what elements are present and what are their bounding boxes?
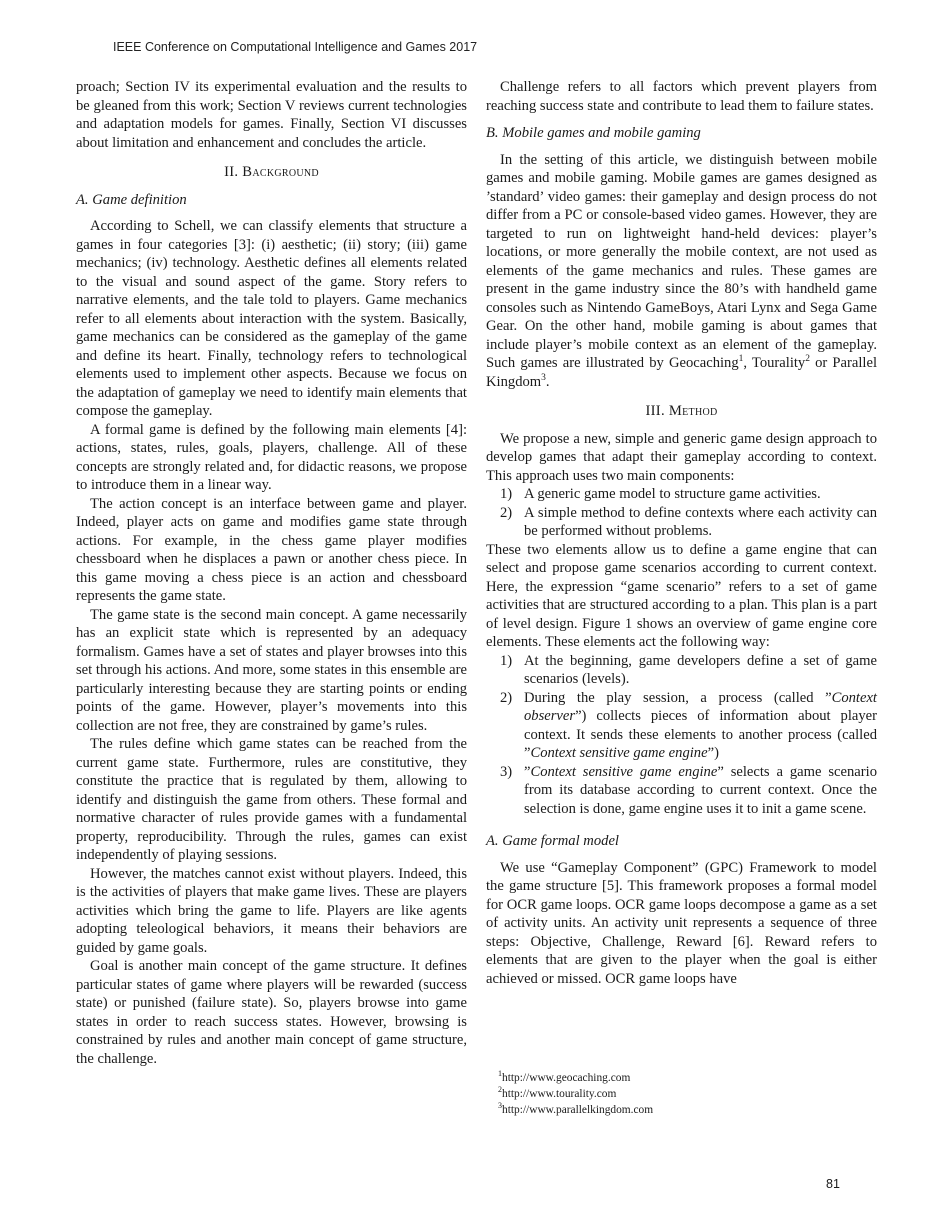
paragraph: The action concept is an interface between game and player. Indeed, player acts on game and modifies game state through actions. For example, in the chess game player modifies chessboard when he displaces a pawn or another chess piece. In this game moving a chess piece is an action and chessboard represents the game state. <box>76 495 467 604</box>
footnote <box>498 1070 653 1086</box>
section-numeral: II. <box>224 164 239 180</box>
section-title: Background <box>242 164 319 180</box>
list-text: At the beginning, game developers define a set of game scenarios (levels). <box>524 652 877 687</box>
text-run: ” selects a game scenario from its database according to current context. Once the selection is done, game engine uses it to init a game scene. <box>524 763 877 817</box>
footnote-link[interactable]: http://www.tourality.com <box>502 1088 617 1100</box>
running-header: IEEE Conference on Computational Intelligence and Games 2017 <box>113 40 478 54</box>
text-run: ”) collects pieces of information about player context. It sends these elements to another process (called ” <box>524 708 877 761</box>
list-text: A generic game model to structure game activities. <box>524 486 821 502</box>
footnote-mark[interactable]: 3 <box>541 372 546 383</box>
footnote-link[interactable]: http://www.parallelkingdom.com <box>502 1104 654 1116</box>
subsection-label: A. <box>76 191 89 208</box>
list-item <box>486 485 877 504</box>
list-number: 1) <box>500 486 513 502</box>
subsection-label: A. <box>486 833 499 849</box>
list-item <box>486 652 877 689</box>
list-number: 1) <box>500 652 513 669</box>
method-body: These two elements allow us to define a game engine that can select and propose game scenarios according to current context. Here, the expression “game scenario” refers to a set of game activities that are structured according to a plan. This plan is a part of level design. Figure 1 shows an overview of game engine core elements. These elements act the following way: <box>486 541 877 650</box>
section-heading-background <box>76 163 467 182</box>
text-run: ” <box>524 763 531 780</box>
subsection-title: Game definition <box>92 191 187 208</box>
subsection-heading-game-definition <box>76 191 467 210</box>
footnotes <box>498 1070 653 1118</box>
paragraph: The rules define which game states can be reached from the current game state. Furthermore, rules are constitutive, they constitute the practice that is regulated by them, allowing to identify and distinguish the game from others. These formal and normative character of rules provide games with a fundamental property, reproducibility. Through the rules, games can exist independently of playing sessions. <box>76 736 467 863</box>
paragraph: A formal game is defined by the following main elements [4]: actions, states, rules, goals, players, challenge. All of these concepts are strongly related and, for didactic reasons, we propose to introduce them in a linear way. <box>76 421 467 493</box>
term-italic: Context sensitive game engine <box>530 763 718 780</box>
footnote <box>498 1102 653 1118</box>
paragraph: According to Schell, we can classify elements that structure a games in four categories [3]: (i) aesthetic; (ii) story; (iii) game mechanics; (iv) technology. Aesthetic defines all elements related to the visual and sound aspect of the game. Story refers to narrative elements, and the tale told to players. Game mechanics refer to all elements about interaction with the system. Basically, game mechanics can be considered as the gameplay of the game and define its heart. Finally, technology refers to technological elements used to implement other aspects. Because we focus on the adaptation of gameplay we need to identify main elements that compose the gameplay. <box>76 218 467 419</box>
footnote-number: 1 <box>498 1069 502 1079</box>
subsection-heading-game-formal-model <box>486 832 877 851</box>
list-item <box>486 689 877 763</box>
section-title: Method <box>668 403 718 419</box>
text-run: , Tourality <box>743 355 806 371</box>
paragraph: However, the matches cannot exist without players. Indeed, this is the activities of players that make game lives. These are players activities which bring the game to life. Players are like agents adopting teleological behaviors, it means their behaviors are guided by game goals. <box>76 865 467 956</box>
subsection-heading-mobile-games <box>486 124 877 143</box>
footnote-number: 2 <box>498 1085 502 1095</box>
intro-continuation: proach; Section IV its experimental evaluation and the results to be gleaned from this work; Section V reviews current technologies and adaptation models for games. Finally, Section VI discusses about limitation and enhancement and concludes the article. <box>76 79 467 151</box>
list-text: A simple method to define contexts where each activity can be performed without problems. <box>524 504 877 539</box>
challenge-paragraph: Challenge refers to all factors which prevent players from reaching success state and contribute to lead them to failure states. <box>486 79 877 114</box>
footnote <box>498 1086 653 1102</box>
paragraph: We use “Gameplay Component” (GPC) Framework to model the game structure [5]. This framework proposes a formal model for OCR game loops. OCR game loops decompose a game as a set of activity units. An activity unit represents a sequence of three steps: Objective, Challenge, Reward [6]. Reward refers to elements that are given to the player when the goal is either achieved or missed. OCR game loops have <box>486 859 877 987</box>
text-run: In the setting of this article, we distinguish between mobile games and mobile gaming. Mobile games are games designed as ’standard’ video games: their gameplay and design process do not differ from a PC or console-based video games. However, they are targeted to run on lightweight hand-held devices: player’s locations, or more generally the mobile context, are not used as elements of the game mechanics and rules. These games are present in the game industry since the 80’s with handheld game consoles such as Nintendo GameBoys, Atari Lynx and Sega Game Gear. On the other hand, mobile gaming is about games that include player’s mobile context as an element of the gameplay. Such games are illustrated by Geocaching <box>486 151 877 371</box>
text-run: ”) <box>707 745 719 761</box>
footnote-link[interactable]: http://www.geocaching.com <box>502 1072 631 1084</box>
section-numeral: III. <box>645 403 665 419</box>
left-column <box>76 78 467 1068</box>
term-italic: Context observer <box>524 689 877 724</box>
footnote-mark[interactable]: 2 <box>805 354 810 365</box>
text-run: During the play session, a process (called ” <box>524 689 832 706</box>
steps-list <box>486 652 877 819</box>
paragraph-mobile-gaming <box>486 151 877 392</box>
list-number: 2) <box>500 689 513 706</box>
footnote-mark[interactable]: 1 <box>738 354 744 365</box>
term-italic: Context sensitive game engine <box>530 745 708 761</box>
list-item <box>486 504 877 541</box>
right-column <box>486 78 877 988</box>
components-list <box>486 485 877 541</box>
method-intro: We propose a new, simple and generic game design approach to develop games that adapt their gameplay according to context. This approach uses two main components: <box>486 430 877 484</box>
paragraph: Goal is another main concept of the game structure. It defines particular states of game where players will be rewarded (success state) or punished (failure state). So, players browse into game states in order to reach success states. However, browsing is constrained by rules and another main concept of game structure, the challenge. <box>76 958 467 1067</box>
subsection-title: Mobile games and mobile gaming <box>502 125 701 141</box>
section-heading-method <box>486 402 877 421</box>
paragraph: The game state is the second main concept. A game necessarily has an explicit state which is represented by an adequacy formalism. Games have a set of states and player browses into this set through his actions. And more, some states in this ensemble are particularly interesting because they are starting points or ending points of the game. However, player’s movements into this collection are not free, they are constrained by game’s rules. <box>76 606 467 734</box>
text-run: or Parallel Kingdom <box>486 355 877 390</box>
list-number: 3) <box>500 763 513 780</box>
text-run: . <box>545 373 550 390</box>
subsection-label: B. <box>486 125 499 141</box>
list-item <box>486 763 877 819</box>
page-number: 81 <box>826 1177 840 1191</box>
footnote-number: 3 <box>498 1101 502 1111</box>
subsection-title: Game formal model <box>502 833 619 849</box>
list-number: 2) <box>500 504 513 521</box>
